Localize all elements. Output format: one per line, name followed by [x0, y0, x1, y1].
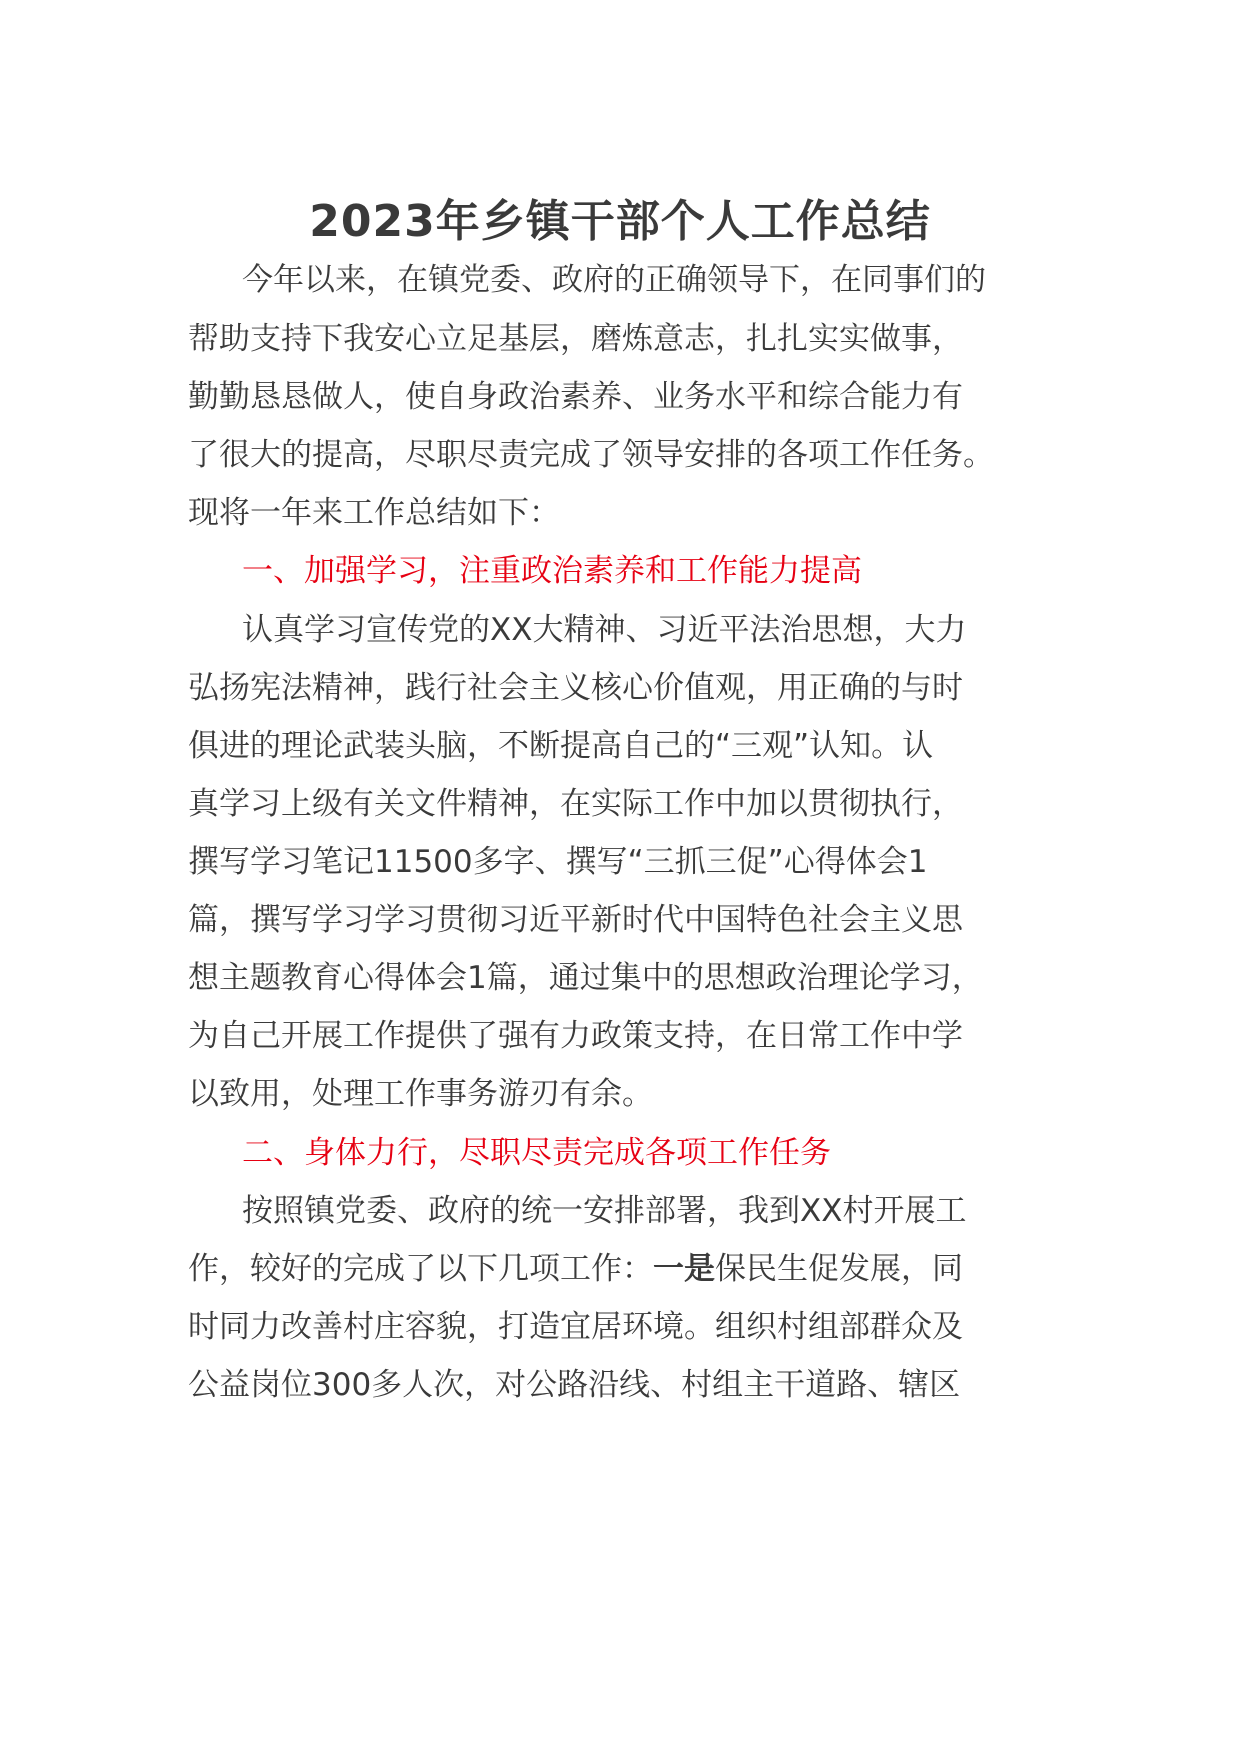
- paragraph-line: 篇，撰写学习学习贯彻习近平新时代中国特色社会主义思: [188, 902, 963, 938]
- paragraph-line: 以致用，处理工作事务游刃有余。: [188, 1076, 653, 1112]
- paragraph-line: 帮助支持下我安心立足基层，磨炼意志，扎扎实实做事，: [188, 321, 963, 357]
- section-heading-1: 一、加强学习，注重政治素养和工作能力提高: [242, 553, 862, 589]
- paragraph-line: 认真学习宣传党的XX大精神、习近平法治思想，大力: [242, 612, 967, 648]
- paragraph-line: [188, 1247, 963, 1291]
- paragraph-line: 想主题教育心得体会1篇，通过集中的思想政治理论学习，: [188, 960, 983, 996]
- paragraph-line: 弘扬宪法精神，践行社会主义核心价值观，用正确的与时: [188, 670, 963, 706]
- paragraph-line: 按照镇党委、政府的统一安排部署，我到XX村开展工: [242, 1193, 967, 1229]
- paragraph-line: 公益岗位300多人次，对公路沿线、村组主干道路、辖区: [188, 1367, 961, 1403]
- paragraph-line: 今年以来，在镇党委、政府的正确领导下，在同事们的: [242, 262, 986, 298]
- document-title: 2023年乡镇干部个人工作总结: [309, 196, 931, 247]
- paragraph-line: 俱进的理论武装头脑，不断提高自己的“三观”认知。认: [188, 728, 934, 764]
- paragraph-text: 保民生促发展，同: [715, 1251, 963, 1287]
- section-heading-2: 二、身体力行，尽职尽责完成各项工作任务: [242, 1135, 831, 1171]
- paragraph-line: 时同力改善村庄容貌，打造宜居环境。组织村组部群众及: [188, 1309, 963, 1345]
- emphasis-text: 一是: [653, 1251, 715, 1287]
- paragraph-line: 撰写学习笔记11500多字、撰写“三抓三促”心得体会1: [188, 844, 928, 880]
- paragraph-text: 作，较好的完成了以下几项工作：: [188, 1251, 653, 1287]
- paragraph-line: 为自己开展工作提供了强有力政策支持，在日常工作中学: [188, 1018, 963, 1054]
- paragraph-line: 现将一年来工作总结如下：: [188, 495, 560, 531]
- paragraph-line: 真学习上级有关文件精神，在实际工作中加以贯彻执行，: [188, 786, 963, 822]
- paragraph-line: 勤勤恳恳做人，使自身政治素养、业务水平和综合能力有: [188, 379, 963, 415]
- paragraph-line: 了很大的提高，尽职尽责完成了领导安排的各项工作任务。: [188, 437, 994, 473]
